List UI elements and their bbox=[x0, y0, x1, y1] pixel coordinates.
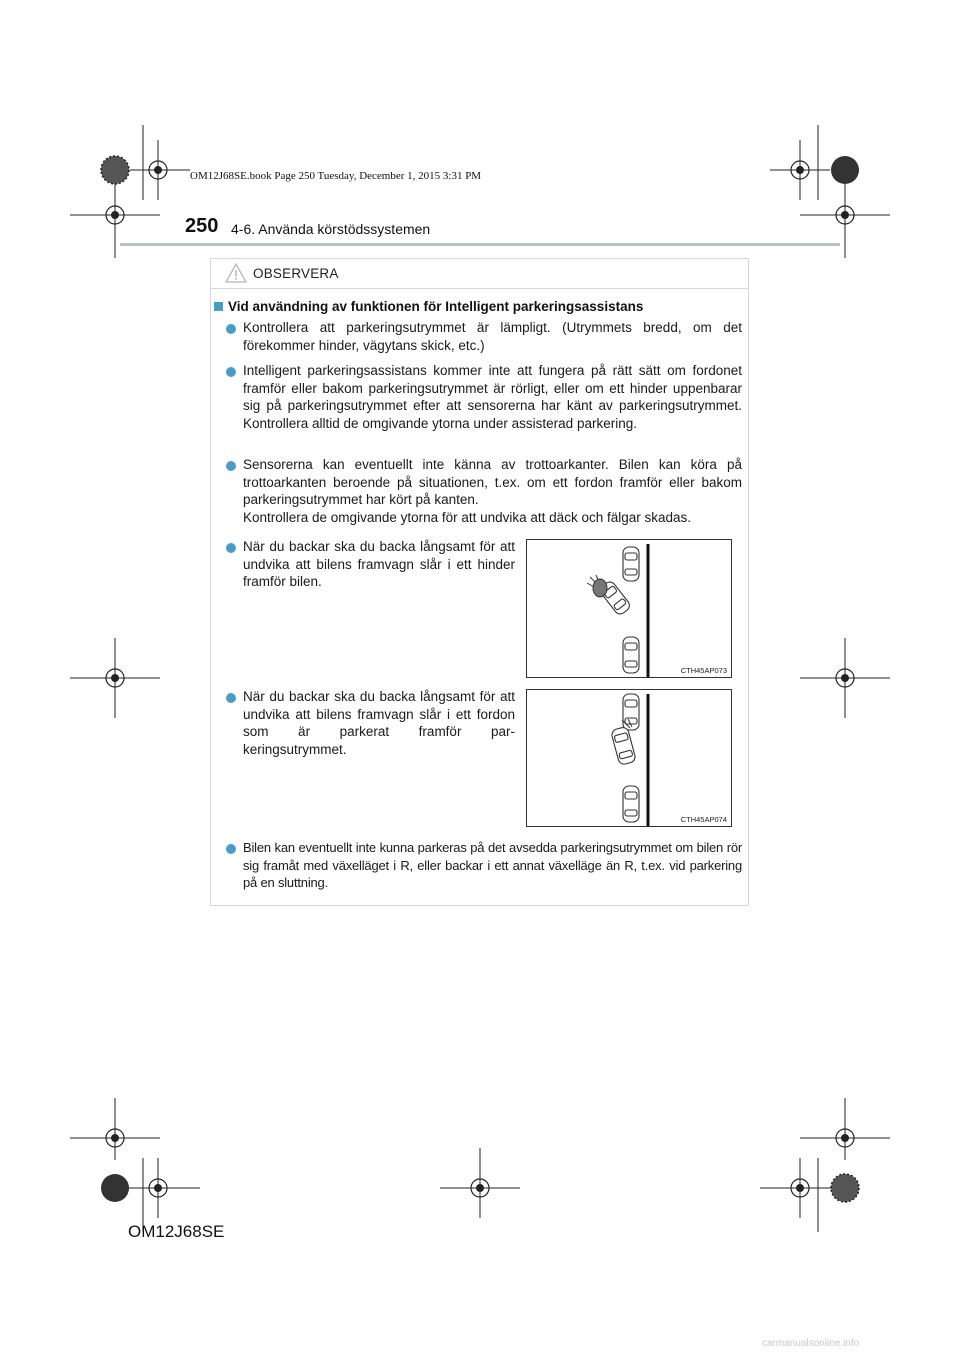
bullet-3-continuation: Kontrollera de omgivande ytorna för att undvika att däck och fälgar skadas. bbox=[243, 510, 692, 525]
bullet-5: När du backar ska du backa långsamt för att undvika att bilens framvagn slår i ett fordon som är parkerat framför par-keringsutrymmet. bbox=[243, 689, 515, 757]
section-title: 4-6. Använda körstödssystemen bbox=[231, 221, 431, 237]
figure-code: CTH45AP074 bbox=[680, 815, 727, 824]
figure-code: CTH45AP073 bbox=[680, 666, 727, 675]
caution-title: OBSERVERA bbox=[253, 266, 339, 281]
caution-heading-text: Vid användning av funktionen för Intelligent parkeringsassistans bbox=[228, 299, 644, 314]
watermark: carmanualsonline.info bbox=[762, 1338, 860, 1349]
bullet-4: När du backar ska du backa långsamt för att undvika att bilens framvagn slår i ett hinder framför bilen. bbox=[243, 539, 515, 589]
round-bullet-icon bbox=[226, 844, 236, 854]
square-bullet-icon bbox=[214, 302, 223, 311]
bullet-3: Sensorerna kan eventuellt inte känna av trottoarkanter. Bilen kan köra på trottoarkanten beroende på situationen, t.ex. om ett fordon framför eller bakom parkeringsutrymmet har kört på kanten. bbox=[243, 457, 742, 507]
round-bullet-icon bbox=[226, 461, 236, 471]
round-bullet-icon bbox=[226, 543, 236, 553]
round-bullet-icon bbox=[226, 693, 236, 703]
header-rule bbox=[120, 243, 840, 246]
round-bullet-icon bbox=[226, 324, 236, 334]
bullet-6: Bilen kan eventuellt inte kunna parkeras på det avsedda parkeringsutrymmet om bilen rör sig framåt med växelläget i R, eller backar i ett annat växelläge än R, t.ex. vid parkering på en sluttning. bbox=[243, 840, 742, 890]
caution-heading bbox=[214, 299, 643, 314]
parking-obstacle-illustration bbox=[527, 540, 731, 677]
book-info: OM12J68SE.book Page 250 Tuesday, December 1, 2015 3:31 PM bbox=[190, 170, 482, 182]
bullet-1: Kontrollera att parkeringsutrymmet är lämpligt. (Utrymmets bredd, om det förekommer hinder, vägytans skick, etc.) bbox=[243, 320, 742, 353]
caution-header bbox=[211, 259, 748, 289]
page-number: 250 bbox=[185, 215, 219, 237]
footer-code: OM12J68SE bbox=[128, 1222, 225, 1241]
figure-parked-vehicle bbox=[526, 689, 732, 827]
figure-obstacle bbox=[526, 539, 732, 678]
warning-triangle-icon bbox=[225, 263, 247, 283]
bullet-2: Intelligent parkeringsassistans kommer inte att fungera på rätt sätt om fordonet framför eller bakom parkeringsutrymmet är rörligt, eller om ett hinder uppenbarar sig på parkeringsutrymmet efter att sensorerna har känt av parkeringsutrymmet. Kontrollera alltid de omgivande ytorna under assisterad parkering. bbox=[243, 363, 742, 431]
parking-vehicle-illustration bbox=[527, 690, 731, 826]
round-bullet-icon bbox=[226, 367, 236, 377]
